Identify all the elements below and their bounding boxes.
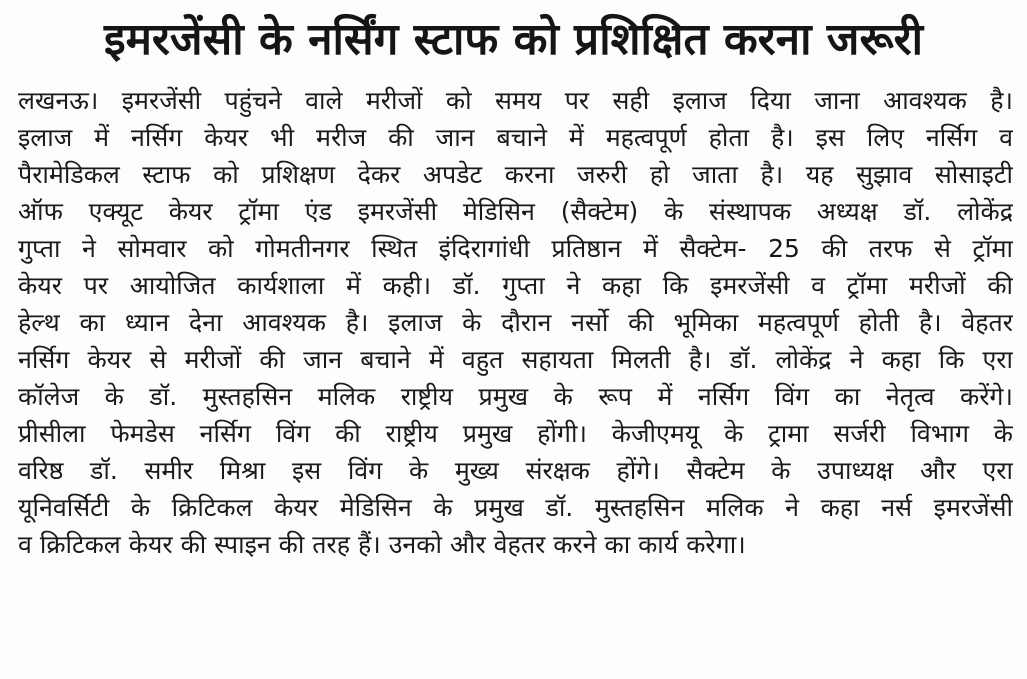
article-line: इलाज में नर्सिग केयर भी मरीज की जान बचाने में महत्वपूर्ण होता है। इस लिए नर्सिग व [18, 123, 1013, 152]
article-line: प्रीसीला फेमडेस नर्सिग विंग की राष्ट्रीय प्रमुख होंगी। केजीएमयू के ट्रामा सर्जरी विभाग के [18, 419, 1013, 448]
article-line: लखनऊ। इमरजेंसी पहुंचने वाले मरीजों को समय पर सही इलाज दिया जाना आवश्यक है। [18, 86, 1013, 115]
article-body [18, 82, 1013, 563]
article-line: वरिष्ठ डॉ. समीर मिश्रा इस विंग के मुख्य संरक्षक होंगे। सैक्टेम के उपाध्यक्ष और एरा [18, 456, 1013, 485]
article-line: हेल्थ का ध्यान देना आवश्यक है। इलाज के दौरान नर्सो की भूमिका महत्वपूर्ण होती है। वेहतर [18, 308, 1013, 337]
article-line: पैरामेडिकल स्टाफ को प्रशिक्षण देकर अपडेट करना जरुरी हो जाता है। यह सुझाव सोसाइटी [18, 160, 1013, 189]
article-headline: इमरजेंसी के नर्सिंग स्टाफ को प्रशिक्षित करना जरूरी [103, 14, 924, 65]
article-line: व क्रिटिकल केयर की स्पाइन की तरह हैं। उनको और वेहतर करने का कार्य करेगा। [18, 530, 746, 559]
article-line: ऑफ एक्यूट केयर ट्रॉमा एंड इमरजेंसी मेडिसिन (सैक्टेम) के संस्थापक अध्यक्ष डॉ. लोकेंद्र [18, 197, 1013, 226]
article-line: केयर पर आयोजित कार्यशाला में कही। डॉ. गुप्ता ने कहा कि इमरजेंसी व ट्रॉमा मरीजों की [18, 271, 1013, 300]
article-line: नर्सिग केयर से मरीजों की जान बचाने में वहुत सहायता मिलती है। डॉ. लोकेंद्र ने कहा कि एरा [18, 345, 1013, 374]
article-line: गुप्ता ने सोमवार को गोमतीनगर स्थित इंदिरागांधी प्रतिष्ठान में सैक्टेम- 25 की तरफ से ट्रॉमा [18, 234, 1013, 263]
article-line: यूनिवर्सिटी के क्रिटिकल केयर मेडिसिन के प्रमुख डॉ. मुस्तहसिन मलिक ने कहा नर्स इमरजेंसी [18, 493, 1013, 522]
article-line: कॉलेज के डॉ. मुस्तहसिन मलिक राष्ट्रीय प्रमुख के रूप में नर्सिग विंग का नेतृत्व करेंगे। [18, 382, 1013, 411]
